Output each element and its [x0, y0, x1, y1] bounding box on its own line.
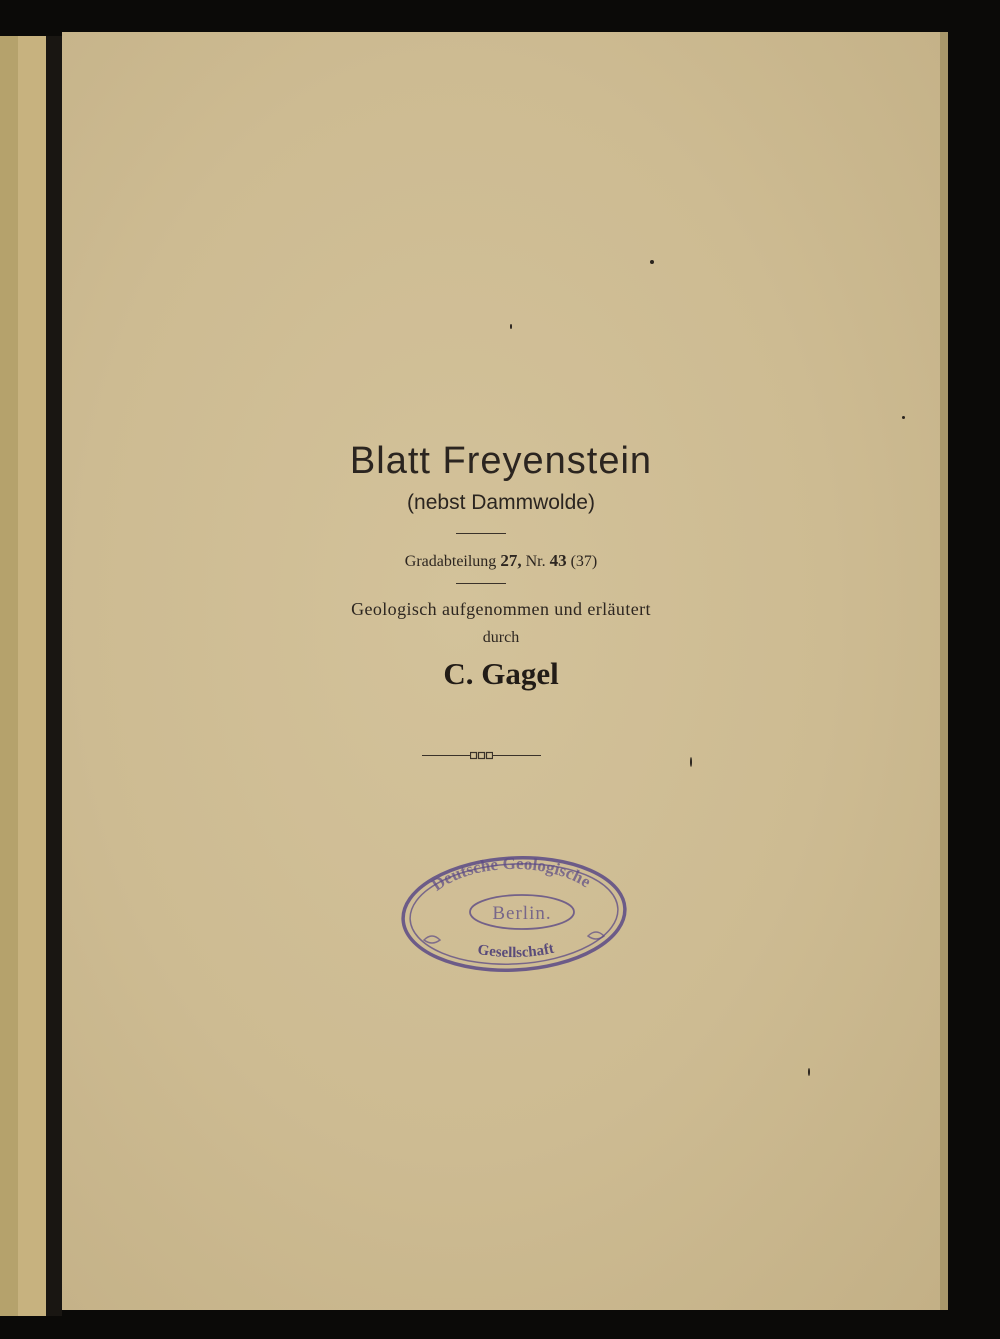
ornament-rule-left: [422, 755, 470, 756]
book-gutter: [46, 36, 62, 1316]
svg-text:Deutsche Geologische: [428, 854, 595, 895]
paper-speck: [902, 416, 905, 419]
author-name: C. Gagel: [443, 656, 559, 691]
stamp-text-bottom: Gesellschaft: [476, 940, 556, 962]
divider-rule: [456, 533, 506, 534]
document-subtitle: (nebst Dammwolde): [407, 491, 595, 514]
title-page: [62, 32, 940, 1310]
svg-text:Gesellschaft: [476, 941, 555, 961]
paper-speck: [808, 1068, 810, 1076]
stamp-text-center: Berlin.: [492, 903, 552, 924]
alt-number: (37): [570, 553, 598, 570]
ornament-rule-right: [493, 755, 541, 756]
nr-label: Nr.: [525, 553, 546, 570]
gradabteilung-label: Gradabteilung: [404, 553, 497, 570]
survey-line: Geologisch aufgenommen und erläutert: [351, 599, 651, 619]
by-line: durch: [482, 629, 520, 646]
document-title: Blatt Freyenstein: [349, 440, 653, 482]
stamp-text-top: Deutsche Geologische: [428, 853, 595, 895]
book-edge-inner: [18, 36, 46, 1316]
paper-speck: [510, 324, 512, 329]
sheet-number: 43: [549, 551, 567, 570]
paper-speck: [650, 260, 654, 264]
section-number: 27,: [500, 551, 522, 570]
divider-rule: [456, 583, 506, 584]
ornament-icon: [470, 751, 493, 760]
paper-speck: [690, 757, 692, 767]
book-edge-left: [0, 36, 18, 1316]
book-edge-right: [940, 32, 948, 1310]
library-stamp: [400, 852, 628, 976]
gradabteilung-line: [62, 551, 940, 571]
